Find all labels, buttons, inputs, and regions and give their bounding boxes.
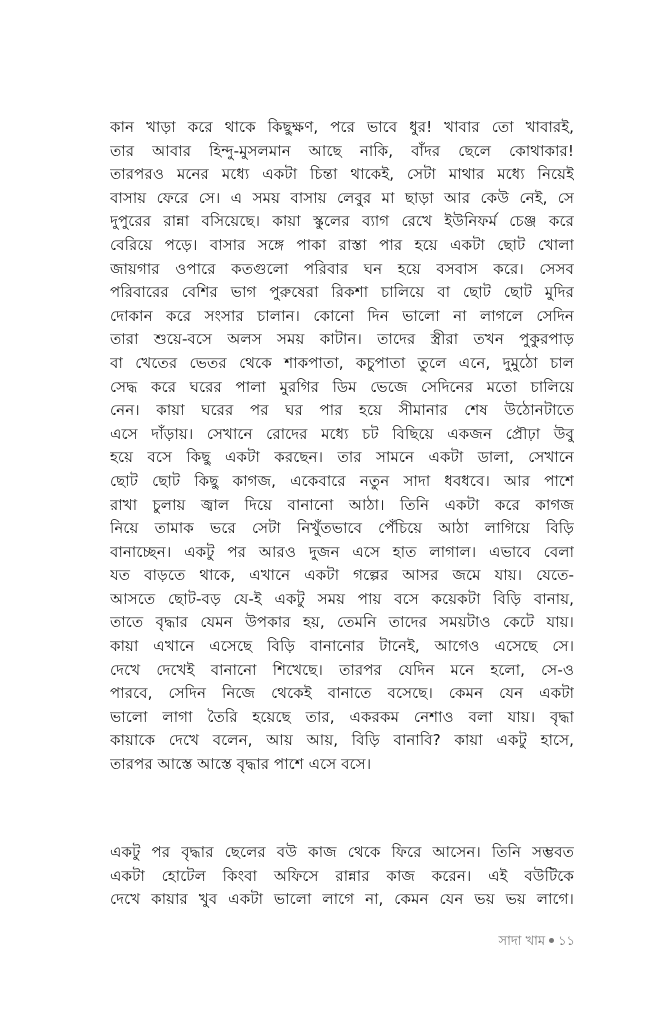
text-line: বেরিয়ে পড়ে। বাসার সঙ্গে পাকা রাস্তা পার হয়ে একটা ছোট খোলা bbox=[110, 235, 574, 254]
text-line: নিয়ে তামাক ভরে সেটা নিখুঁতভাবে পেঁচিয়ে আঠা লাগিয়ে বিড়ি bbox=[110, 519, 574, 538]
text-line: জায়গার ওপারে কতগুলো পরিবার ঘন হয়ে বসবাস করে। সেসব bbox=[110, 259, 574, 278]
page-footer bbox=[499, 931, 576, 953]
text-line: পারবে, সেদিন নিজে থেকেই বানাতে বসেছে। কেমন যেন একটা bbox=[110, 684, 574, 703]
text-line: ছোট ছোট কিছু কাগজ, একেবারে নতুন সাদা ধবধবে। আর পাশে bbox=[110, 471, 574, 490]
text-line: তারা শুয়ে-বসে অলস সময় কাটান। তাদের স্ত্রীরা তখন পুকুরপাড় bbox=[110, 330, 574, 349]
text-line: বাসায় ফেরে সে। এ সময় বাসায় লেবুর মা ছাড়া আর কেউ নেই, সে bbox=[110, 188, 574, 207]
text-line: দুপুরের রান্না বসিয়েছে। কায়া স্কুলের ব্যাগ রেখে ইউনিফর্ম চেঞ্জ করে bbox=[110, 212, 574, 231]
text-line: তাতে বৃদ্ধার যেমন উপকার হয়, তেমনি তাদের সময়টাও কেটে যায়। bbox=[110, 613, 574, 632]
text-line: এসে দাঁড়ায়। সেখানে রোদের মধ্যে চট বিছিয়ে একজন প্রৌঢ়া উবু bbox=[110, 424, 574, 443]
bullet-dot-icon bbox=[549, 938, 554, 943]
book-title: সাদা খাম bbox=[498, 934, 546, 949]
text-line: তার আবার হিন্দু-মুসলমান আছে নাকি, বাঁদর ছেলে কোথাকার! bbox=[110, 141, 574, 160]
text-line: যত বাড়তে থাকে, এখানে একটা গল্পের আসর জমে যায়। যেতে- bbox=[110, 566, 574, 585]
text-line: আসতে ছোট-বড় যে-ই একটু সময় পায় বসে কয়েকটা বিড়ি বানায়, bbox=[110, 589, 574, 608]
text-line: বানাচ্ছেন। একটু পর আরও দুজন এসে হাত লাগাল। এভাবে বেলা bbox=[110, 542, 574, 561]
text-line: কান খাড়া করে থাকে কিছুক্ষণ, পরে ভাবে ধুর! খাবার তো খাবারই, bbox=[110, 118, 574, 136]
text-line: দেখে দেখেই বানানো শিখেছে। তারপর যেদিন মনে হলো, সে-ও bbox=[110, 660, 574, 679]
page-number: ১১ bbox=[558, 934, 575, 949]
text-line: সেদ্ধ করে ঘরের পালা মুরগির ডিম ভেজে সেদিনের মতো চালিয়ে bbox=[110, 377, 574, 396]
text-line: দোকান করে সংসার চালান। কোনো দিন ভালো না লাগলে সেদিন bbox=[110, 306, 574, 325]
text-line: পরিবারের বেশির ভাগ পুরুষেরা রিকশা চালিয়ে বা ছোট ছোট মুদির bbox=[110, 283, 574, 302]
text-line: কায়াকে দেখে বলেন, আয় আয়, বিড়ি বানাবি? কায়া একটু হাসে, bbox=[110, 731, 574, 750]
text-line: রাখা চুলায় জ্বাল দিয়ে বানানো আঠা। তিনি একটা করে কাগজ bbox=[110, 495, 574, 514]
text-line: একটু পর বৃদ্ধার ছেলের বউ কাজ থেকে ফিরে আসেন। তিনি সম্ভবত bbox=[110, 843, 574, 861]
text-line: বা খেতের ভেতর থেকে শাকপাতা, কচুপাতা তুলে এনে, দুমুঠো চাল bbox=[110, 353, 574, 372]
paragraph-2 bbox=[110, 841, 574, 912]
text-line: হয়ে বসে কিছু একটা করছেন। তার সামনে একটা ডালা, সেখানে bbox=[110, 448, 574, 467]
text-line: তারপর আস্তে আস্তে বৃদ্ধার পাশে এসে বসে। bbox=[110, 755, 372, 774]
text-line: একটা হোটেল কিংবা অফিসে রান্নার কাজ করেন। এই বউটিকে bbox=[110, 866, 574, 885]
text-line: ভালো লাগা তৈরি হয়েছে তার, একরকম নেশাও বলা যায়। বৃদ্ধা bbox=[110, 707, 574, 726]
text-line: নেন। কায়া ঘরের পর ঘর পার হয়ে সীমানার শেষ উঠোনটাতে bbox=[110, 401, 574, 420]
text-line: দেখে কায়ার খুব একটা ভালো লাগে না, কেমন যেন ভয় ভয় লাগে। bbox=[110, 890, 574, 909]
text-line: কায়া এখানে এসেছে বিড়ি বানানোর টানেই, আগেও এসেছে সে। bbox=[110, 637, 574, 656]
text-line: তারপরও মনের মধ্যে একটা চিন্তা থাকেই, সেটা মাথার মধ্যে নিয়েই bbox=[110, 165, 574, 184]
paragraph-1 bbox=[110, 116, 574, 777]
